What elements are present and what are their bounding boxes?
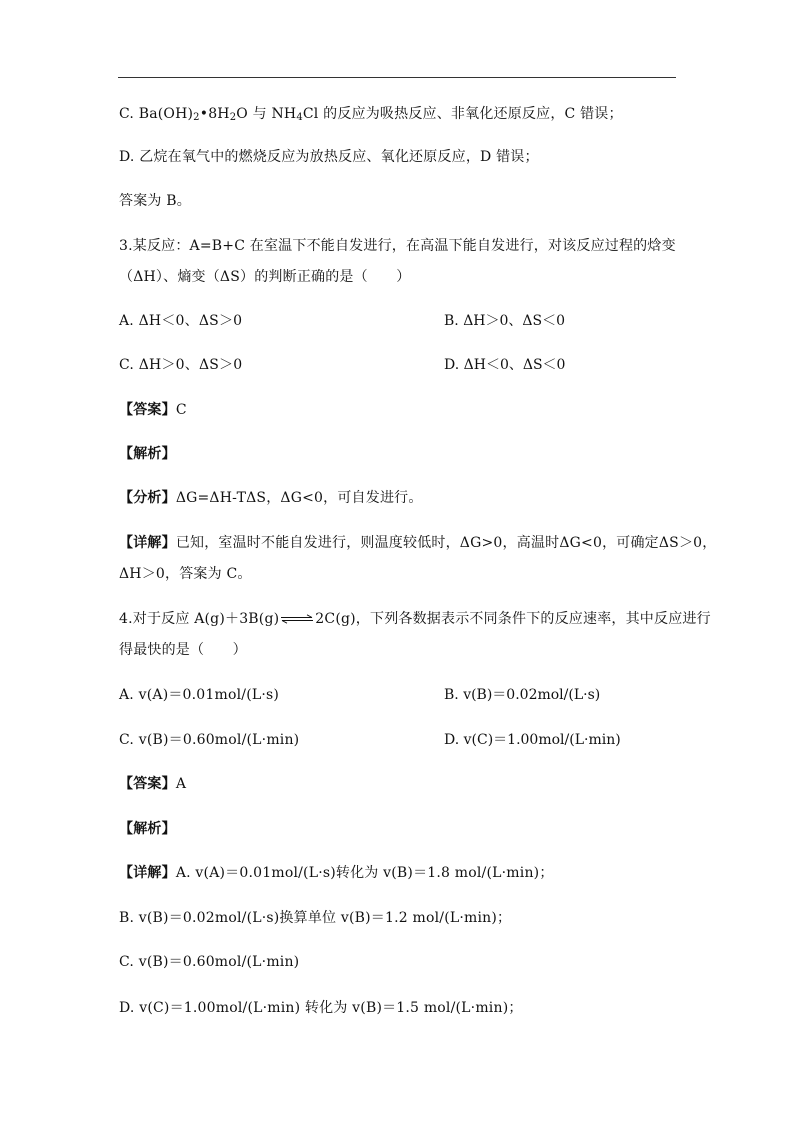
option-d-explanation: D. 乙烷在氧气中的燃烧反应为放热反应、氧化还原反应，D 错误； [119, 149, 539, 165]
equilibrium-arrow-icon [280, 614, 314, 624]
q4-option-a: A. v(A)＝0.01mol/(L·s) [119, 687, 280, 703]
detail-label: 【详解】 [119, 865, 176, 881]
answer-label: 【答案】 [119, 402, 176, 418]
q4-answer [119, 775, 186, 793]
q3-analysis-label: 【解析】 [119, 446, 176, 462]
detail-text: 已知，室温时不能自发进行，则温度较低时，ΔG>0，高温时ΔG<0，可确定ΔS＞0， [175, 535, 717, 551]
q3-option-a: A. ΔH＜0、ΔS＞0 [119, 313, 243, 329]
detail-label: 【详解】 [119, 535, 176, 551]
q4-detail-d: D. v(C)＝1.00mol/(L·min) 转化为 v(B)＝1.5 mol/(L·min)； [119, 1000, 523, 1016]
q4-analysis-label: 【解析】 [119, 821, 176, 837]
q4-stem-line2: 得最快的是（ ） [119, 642, 247, 658]
q4-option-b: B. v(B)＝0.02mol/(L·s) [444, 687, 601, 703]
q4-detail-c: C. v(B)＝0.60mol/(L·min) [119, 954, 300, 970]
q3-stem-line2: （ΔH）、熵变（ΔS）的判断正确的是（ ） [119, 269, 411, 285]
option-c-explanation: C. $Ba(OH)_2•8H_2O$ 与 $NH_4Cl$ 的反应为吸热反应、非氧化还原反应，C 错误； [119, 106, 623, 123]
q3-fenxi [119, 489, 423, 507]
q3-option-d: D. ΔH＜0、ΔS＜0 [444, 357, 566, 373]
detail-text: A. v(A)＝0.01mol/(L·s)转化为 v(B)＝1.8 mol/(L·min)； [175, 865, 554, 881]
previous-answer: 答案为 B。 [119, 193, 191, 209]
q3-detail-line1 [119, 534, 716, 552]
q4-detail-b: B. v(B)＝0.02mol/(L·s)换算单位 v(B)＝1.2 mol/(L·min)； [119, 910, 512, 926]
fenxi-label: 【分析】 [119, 490, 176, 506]
q4-stem-line1: 4.对于反应 A(g)＋3B(g) 2C(g)，下列各数据表示不同条件下的反应速率，其中反应进行 [119, 611, 711, 627]
q4-option-c: C. v(B)＝0.60mol/(L·min) [119, 732, 300, 748]
q3-detail-line2: ΔH＞0，答案为 C。 [119, 566, 252, 582]
q3-stem-line1: 3.某反应：A=B+C 在室温下不能自发进行，在高温下能自发进行，对该反应过程的焓变 [119, 238, 676, 254]
q4-option-d: D. v(C)＝1.00mol/(L·min) [444, 732, 621, 748]
header-rule [118, 77, 676, 78]
q3-option-b: B. ΔH＞0、ΔS＜0 [444, 313, 566, 329]
answer-label: 【答案】 [119, 776, 176, 792]
answer-value: C [175, 402, 187, 418]
answer-value: A [175, 776, 187, 792]
q3-option-c: C. ΔH＞0、ΔS＞0 [119, 357, 243, 373]
fenxi-text: ΔG=ΔH-TΔS，ΔG<0，可自发进行。 [175, 490, 423, 506]
q3-answer [119, 401, 187, 419]
q4-detail-a [119, 864, 554, 882]
